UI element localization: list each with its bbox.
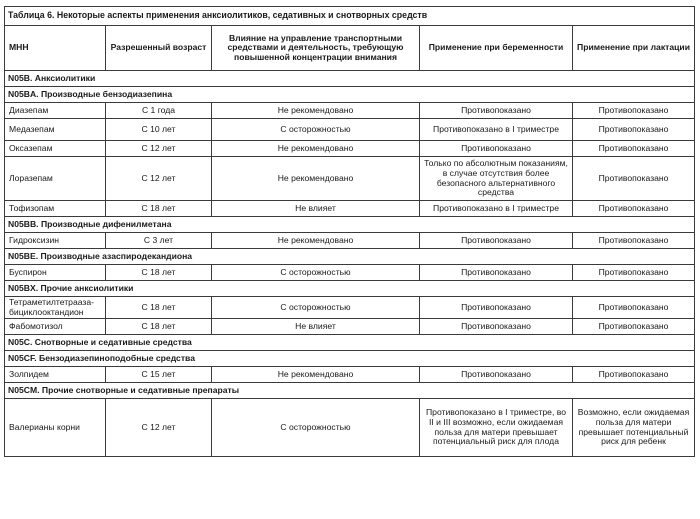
table-row	[5, 103, 695, 119]
header-mnn: МНН	[5, 26, 106, 71]
category-row	[5, 281, 695, 297]
category-label: N05BA. Производные бензодиазепина	[5, 87, 695, 103]
drug-name-cell: Медазепам	[5, 119, 106, 141]
age-cell: С 12 лет	[106, 399, 212, 457]
drug-name-cell: Гидроксизин	[5, 233, 106, 249]
lactation-cell: Противопоказано	[573, 103, 695, 119]
driving-cell: С осторожностью	[212, 297, 420, 319]
age-cell: С 1 года	[106, 103, 212, 119]
lactation-cell: Противопоказано	[573, 233, 695, 249]
category-row	[5, 71, 695, 87]
header-age: Разрешенный возраст	[106, 26, 212, 71]
driving-cell: С осторожностью	[212, 119, 420, 141]
pregnancy-cell: Противопоказано	[420, 233, 573, 249]
driving-cell: Не рекомендовано	[212, 141, 420, 157]
category-row	[5, 87, 695, 103]
age-cell: С 18 лет	[106, 297, 212, 319]
pregnancy-cell: Противопоказано	[420, 319, 573, 335]
category-label: N05CF. Бензодиазепиноподобные средства	[5, 351, 695, 367]
drug-name-cell: Тофизопам	[5, 201, 106, 217]
age-cell: С 18 лет	[106, 319, 212, 335]
drug-name-cell: Диазепам	[5, 103, 106, 119]
lactation-cell: Противопоказано	[573, 265, 695, 281]
lactation-cell: Противопоказано	[573, 119, 695, 141]
table-title: Таблица 6. Некоторые аспекты применения анксиолитиков, седативных и снотворных средств	[5, 7, 695, 26]
pregnancy-cell: Противопоказано в I триместре, во II и III возможно, если ожидаемая польза для матери превышает потенциальный риск для плода	[420, 399, 573, 457]
age-cell: С 18 лет	[106, 265, 212, 281]
category-row	[5, 383, 695, 399]
table-row	[5, 141, 695, 157]
lactation-cell: Противопоказано	[573, 201, 695, 217]
header-lactation: Применение при лактации	[573, 26, 695, 71]
age-cell: С 10 лет	[106, 119, 212, 141]
driving-cell: С осторожностью	[212, 265, 420, 281]
lactation-cell: Противопоказано	[573, 157, 695, 201]
category-row	[5, 335, 695, 351]
drug-name-cell: Лоразепам	[5, 157, 106, 201]
pregnancy-cell: Противопоказано	[420, 265, 573, 281]
driving-cell: С осторожностью	[212, 399, 420, 457]
table-row	[5, 367, 695, 383]
pregnancy-cell: Противопоказано	[420, 103, 573, 119]
pregnancy-cell: Противопоказано	[420, 367, 573, 383]
pregnancy-cell: Противопоказано в I триместре	[420, 119, 573, 141]
lactation-cell: Противопоказано	[573, 297, 695, 319]
drug-name-cell: Буспирон	[5, 265, 106, 281]
age-cell: С 15 лет	[106, 367, 212, 383]
table-row	[5, 297, 695, 319]
age-cell: С 12 лет	[106, 141, 212, 157]
pregnancy-cell: Противопоказано в I триместре	[420, 201, 573, 217]
drug-name-cell: Валерианы корни	[5, 399, 106, 457]
lactation-cell: Противопоказано	[573, 367, 695, 383]
category-row	[5, 351, 695, 367]
driving-cell: Не влияет	[212, 319, 420, 335]
driving-cell: Не влияет	[212, 201, 420, 217]
document-page	[4, 6, 694, 457]
table-row	[5, 233, 695, 249]
header-driving: Влияние на управление транспортными средствами и деятельность, требующую повышенной концентрации внимания	[212, 26, 420, 71]
category-label: N05C. Снотворные и седативные средства	[5, 335, 695, 351]
lactation-cell: Противопоказано	[573, 141, 695, 157]
age-cell: С 18 лет	[106, 201, 212, 217]
pregnancy-cell: Только по абсолютным показаниям, в случае отсутствия более безопасного альтернативного средства	[420, 157, 573, 201]
category-label: N05BX. Прочие анксиолитики	[5, 281, 695, 297]
category-row	[5, 249, 695, 265]
table-row	[5, 265, 695, 281]
driving-cell: Не рекомендовано	[212, 103, 420, 119]
category-row	[5, 217, 695, 233]
table-row	[5, 399, 695, 457]
drug-name-cell: Золпидем	[5, 367, 106, 383]
drug-name-cell: Фабомотизол	[5, 319, 106, 335]
table-row	[5, 157, 695, 201]
drug-name-cell: Тетраметилтетрааза-бициклооктандион	[5, 297, 106, 319]
driving-cell: Не рекомендовано	[212, 367, 420, 383]
table-title-row	[5, 7, 695, 26]
lactation-cell: Противопоказано	[573, 319, 695, 335]
table-row	[5, 319, 695, 335]
pregnancy-cell: Противопоказано	[420, 141, 573, 157]
age-cell: С 12 лет	[106, 157, 212, 201]
category-label: N05CM. Прочие снотворные и седативные препараты	[5, 383, 695, 399]
drug-name-cell: Оксазепам	[5, 141, 106, 157]
lactation-cell: Возможно, если ожидаемая польза для матери превышает потенциальный риск для ребенк	[573, 399, 695, 457]
table-header-row	[5, 26, 695, 71]
table-row	[5, 119, 695, 141]
category-label: N05B. Анксиолитики	[5, 71, 695, 87]
category-label: N05BE. Производные азаспиродекандиона	[5, 249, 695, 265]
driving-cell: Не рекомендовано	[212, 157, 420, 201]
category-label: N05BB. Производные дифенилметана	[5, 217, 695, 233]
header-pregnancy: Применение при беременности	[420, 26, 573, 71]
table-row	[5, 201, 695, 217]
driving-cell: Не рекомендовано	[212, 233, 420, 249]
pregnancy-cell: Противопоказано	[420, 297, 573, 319]
drug-table	[4, 6, 695, 457]
age-cell: С 3 лет	[106, 233, 212, 249]
